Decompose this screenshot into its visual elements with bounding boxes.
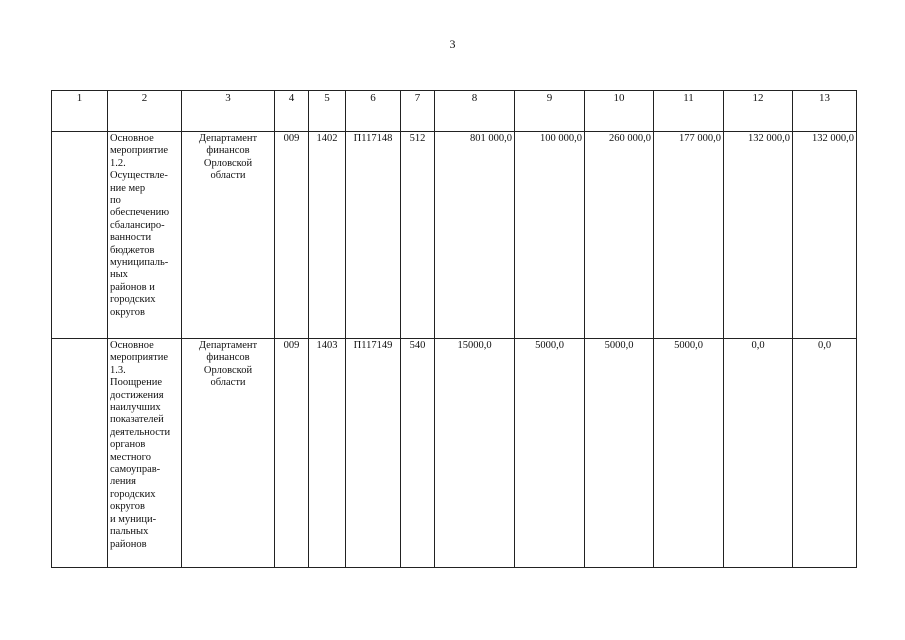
header-cell: 2 [108, 91, 182, 132]
code-vr-cell: 512 [401, 132, 435, 339]
cell-text-line: мероприятие [110, 352, 168, 364]
header-cell: 13 [793, 91, 857, 132]
cell-text-line: финансов [206, 352, 250, 364]
amount-year-cell: 260 000,0 [585, 132, 654, 339]
cell-text-line: Основное [110, 340, 154, 351]
cell-text-line: округов [110, 306, 145, 318]
cell-text-line: наилучших [110, 402, 161, 414]
cell-text-line: округов [110, 501, 145, 513]
code-csr-cell: П117148 [346, 132, 401, 339]
header-cell: 6 [346, 91, 401, 132]
code-grbs-cell: 009 [275, 132, 309, 339]
cell-text-line: 1.2. [110, 157, 126, 169]
cell-text-line: Основное [110, 133, 154, 144]
cell-text-line: достижения [110, 389, 164, 401]
header-cell: 5 [309, 91, 346, 132]
header-cell: 11 [654, 91, 724, 132]
amount-year-cell: 5000,0 [585, 339, 654, 568]
cell-text-line: районов и [110, 281, 155, 293]
cell-text-line: обеспечению [110, 207, 170, 219]
cell-text-line: финансов [206, 145, 250, 157]
table-header-row [52, 91, 857, 132]
table-row [52, 339, 857, 568]
cell-text-line: Орловской [203, 157, 253, 169]
activity-name-cell [108, 339, 182, 568]
header-cell: 4 [275, 91, 309, 132]
cell-text-line: ние мер [110, 182, 146, 194]
cell-text-line: Поощрение [110, 377, 162, 389]
header-cell: 9 [515, 91, 585, 132]
cell-text-line: по [110, 195, 121, 207]
cell-text-line: сбалансиро- [110, 219, 165, 231]
cell-text-line: бюджетов [110, 244, 155, 256]
page-number: 3 [449, 37, 456, 51]
cell-text-line: районов [110, 538, 147, 550]
table-row [52, 132, 857, 339]
code-rzpr-cell: 1402 [309, 132, 346, 339]
cell-text-line: муниципаль- [110, 257, 169, 269]
header-cell: 3 [182, 91, 275, 132]
budget-table [51, 90, 857, 568]
header-cell: 10 [585, 91, 654, 132]
cell-text-line: Осуществле- [110, 170, 168, 182]
amount-year-cell: 5000,0 [515, 339, 585, 568]
amount-year-cell: 100 000,0 [515, 132, 585, 339]
amount-total-cell: 15000,0 [435, 339, 515, 568]
executor-cell [182, 339, 275, 568]
header-cell: 8 [435, 91, 515, 132]
cell-text-line: Департамент [198, 340, 258, 351]
cell-text-line: деятельности [110, 426, 171, 438]
cell-text-line: Орловской [203, 364, 253, 376]
header-cell: 7 [401, 91, 435, 132]
executor-cell [182, 132, 275, 339]
amount-year-cell: 177 000,0 [654, 132, 724, 339]
cell-text-line: 1.3. [110, 364, 126, 376]
code-csr-cell: П117149 [346, 339, 401, 568]
cell-text-line: Департамент [198, 133, 258, 144]
cell-text-line: ванности [110, 232, 152, 244]
activity-name-cell [108, 132, 182, 339]
code-grbs-cell: 009 [275, 339, 309, 568]
cell-text-line: показателей [110, 414, 164, 426]
cell-text-line: области [210, 377, 246, 389]
cell-text-line: городских [110, 488, 156, 500]
cell-text-line: самоуправ- [110, 464, 161, 476]
amount-total-cell: 801 000,0 [435, 132, 515, 339]
amount-year-cell: 0,0 [793, 339, 857, 568]
cell-text-line: городских [110, 294, 156, 306]
amount-year-cell: 0,0 [724, 339, 793, 568]
amount-year-cell: 132 000,0 [793, 132, 857, 339]
cell-text-line: области [210, 170, 246, 182]
cell-text-line: ных [110, 269, 128, 281]
cell-text-line: мероприятие [110, 145, 168, 157]
amount-year-cell: 5000,0 [654, 339, 724, 568]
header-cell: 1 [52, 91, 108, 132]
amount-year-cell: 132 000,0 [724, 132, 793, 339]
header-cell: 12 [724, 91, 793, 132]
cell-text-line: органов [110, 439, 146, 451]
code-rzpr-cell: 1403 [309, 339, 346, 568]
cell-text-line: местного [110, 451, 151, 463]
cell-text-line: пальных [110, 526, 149, 538]
row-number-cell [52, 339, 108, 568]
cell-text-line: и муници- [110, 513, 157, 525]
cell-text-line: ления [110, 476, 136, 488]
row-number-cell [52, 132, 108, 339]
code-vr-cell: 540 [401, 339, 435, 568]
